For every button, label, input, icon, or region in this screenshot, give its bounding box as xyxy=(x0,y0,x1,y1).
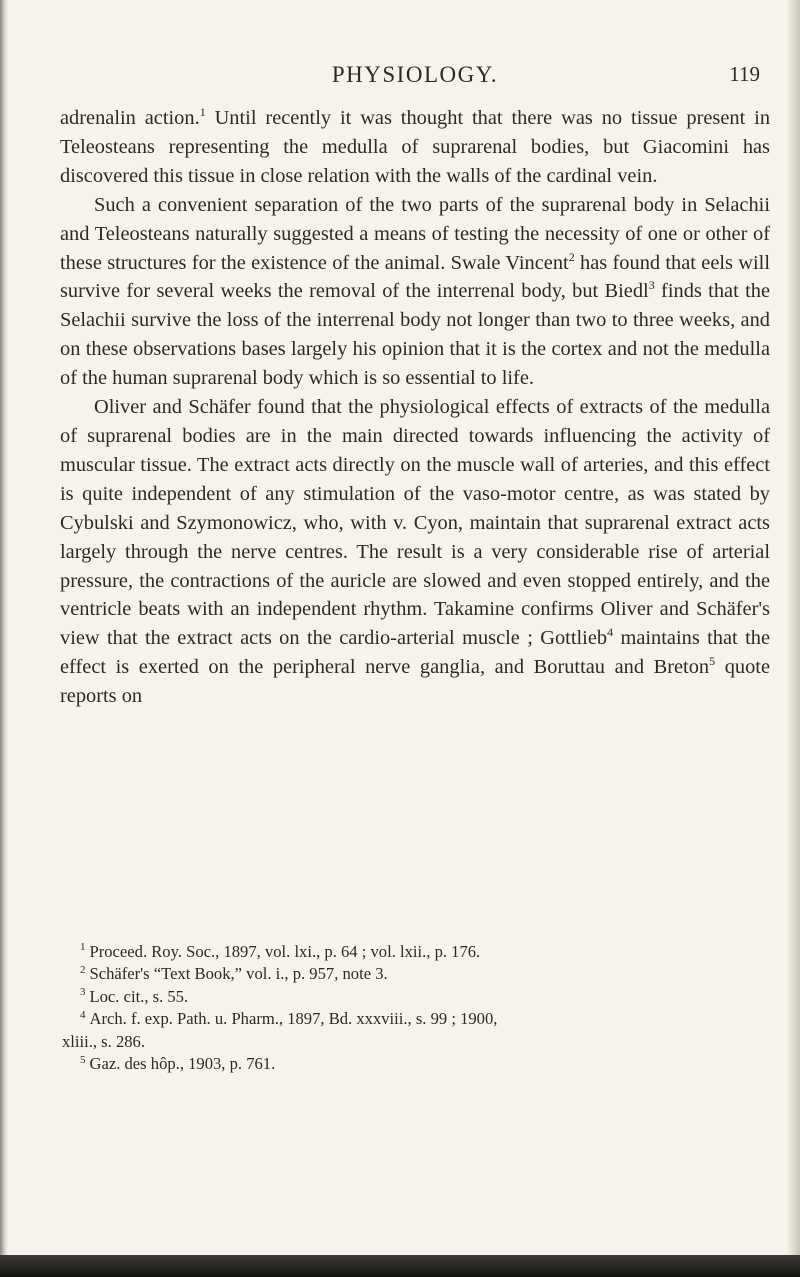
paragraph: Oliver and Schäfer found that the physiological effects of extracts of the medulla of suprarenal bodies are in the main directed towards influencing the activity of muscular tissue. The extract acts directly on the muscle wall of arteries, and this effect is quite independent of any stimulation of the vaso-motor centre, as was stated by Cybulski and Szymonowicz, who, with v. Cyon, maintain that suprarenal extract acts largely through the nerve centres. The result is a very considerable rise of arterial pressure, the contractions of the auricle are slowed and even stopped entirely, and the ventricle beats with an independent rhythm. Takamine confirms Oliver and Schäfer's view that the extract acts on the cardio-arterial muscle ; Gottlieb$^4$ maintains that the effect is exerted on the peripheral nerve ganglia, and Boruttau and Breton$^5$ quote reports on xyxy=(60,396,770,708)
footnote: $^5$ Gaz. des hôp., 1903, p. 761. xyxy=(80,1053,276,1074)
footnote: $^1$ Proceed. Roy. Soc., 1897, vol. lxi., p. 64 ; vol. lxii., p. 176. xyxy=(80,941,481,961)
page-header xyxy=(62,62,768,92)
footnote: $^3$ Loc. cit., s. 55. xyxy=(80,986,189,1006)
page-bottom-shadow xyxy=(0,1255,800,1277)
footnotes xyxy=(62,941,768,1075)
footnote: $^4$ Arch. f. exp. Path. u. Pharm., 1897, Bd. xxxviii., s. 99 ; 1900, xyxy=(80,1008,498,1029)
footnote-ref[interactable]: 1 xyxy=(199,105,206,120)
paragraph: adrenalin action.$^1$ Until recently it was thought that there was no tissue present in Teleosteans representing the medulla of suprarenal bodies, but Giacomini has discovered this tissue in close relation with the walls of the cardinal vein. xyxy=(60,105,771,187)
page-number: 119 xyxy=(729,62,760,86)
paragraph: Such a convenient separation of the two parts of the suprarenal body in Selachii and Teleosteans naturally suggested a means of testing the necessity of one or other of these structures for the existence of the animal. Swale Vincent$^2$ has found that eels will survive for several weeks the removal of the interrenal body, but Biedl$^3$ finds that the Selachii survive the loss of the interrenal body not longer than two to three weeks, and on these observations bases largely his opinion that it is the cortex and not the medulla of the human suprarenal body which is so essential to life. xyxy=(60,193,770,390)
footnote: $^2$ Schäfer's “Text Book,” vol. i., p. 957, note 3. xyxy=(80,963,388,984)
page-right-edge xyxy=(786,0,800,1277)
footnote-ref[interactable]: 3 xyxy=(648,278,655,293)
footnote-ref[interactable]: 2 xyxy=(568,249,575,264)
running-head: PHYSIOLOGY. xyxy=(331,62,499,87)
body-text xyxy=(60,104,770,711)
page-left-edge xyxy=(0,0,8,1277)
footnote-ref[interactable]: 4 xyxy=(607,625,614,640)
footnote-ref[interactable]: 5 xyxy=(709,654,716,669)
footnote-continuation: xliii., s. 286. xyxy=(62,1031,145,1051)
